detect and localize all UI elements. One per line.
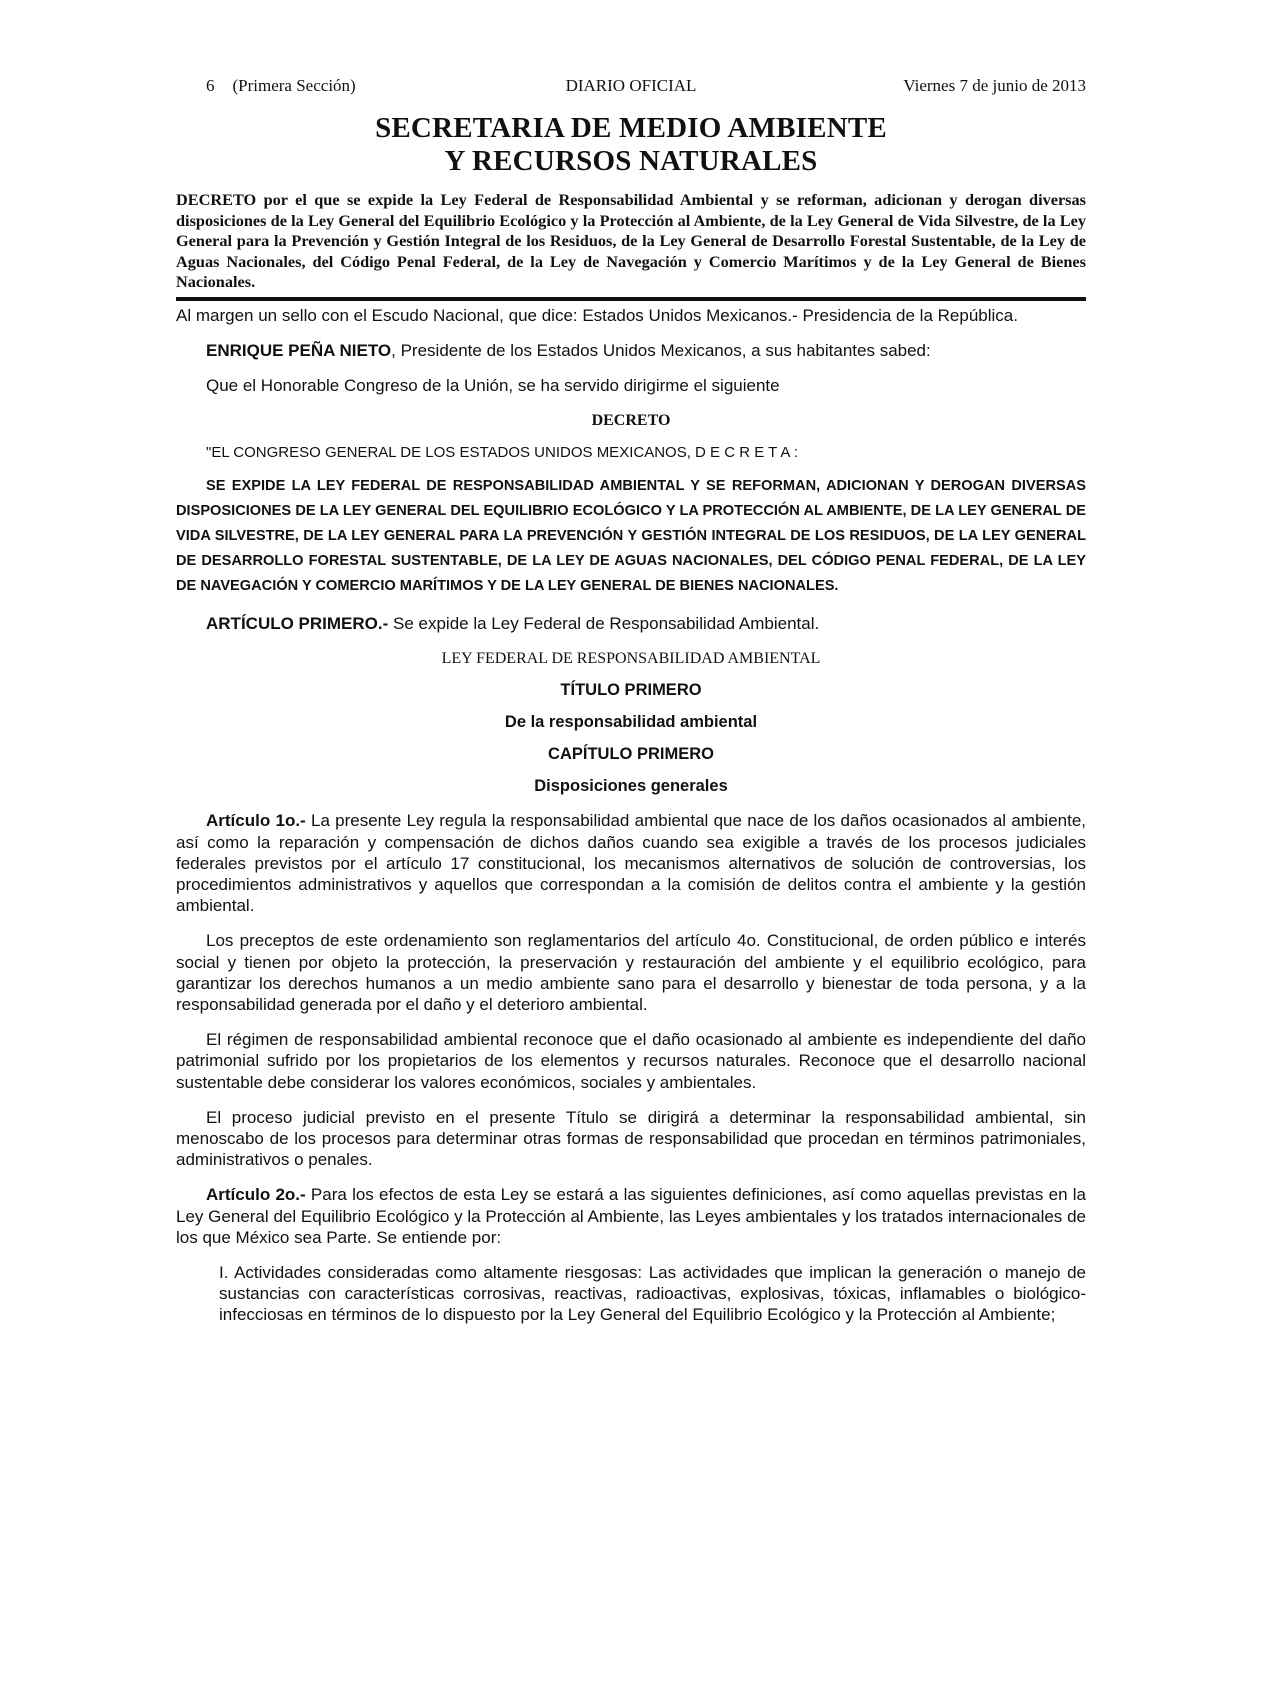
article-2-item-1: I. Actividades consideradas como altamente riesgosas: Las actividades que implican la generación o manejo de sustancias con características corrosivas, reactivas, radioactivas, explosivas, tóxicas, inflamables o biológico-infecciosas en términos de lo dispuesto por la Ley General del Equilibrio Ecológico y la Protección al Ambiente; xyxy=(219,1262,1086,1325)
page-number: 6 xyxy=(206,76,215,95)
articulo-primero-label: ARTÍCULO PRIMERO.- xyxy=(206,614,389,634)
article-2 xyxy=(176,1184,1086,1248)
page-header xyxy=(176,76,1086,102)
congreso-decreta: "EL CONGRESO GENERAL DE LOS ESTADOS UNIDOS MEXICANOS, D E C R E T A : xyxy=(206,444,798,462)
congreso-paragraph: Que el Honorable Congreso de la Unión, se ha servido dirigirme el siguiente xyxy=(206,375,780,395)
article-1-text: La presente Ley regula la responsabilidad ambiental que nace de los daños ocasionados al ambiente, así como la reparación y compensación de dichos daños cuando sea exigible a través de los procesos judiciales federales previstos por el artículo 17 constitucional, los mecanismos alternativos de solución de controversias, los procedimientos administrativos y aquellos que correspondan a la comisión de delitos contra el ambiente y la gestión ambiental. xyxy=(176,811,1087,916)
decree-summary: DECRETO por el que se expide la Ley Federal de Responsabilidad Ambiental y se reforman, adicionan y derogan diversas disposiciones de la Ley General del Equilibrio Ecológico y la Protección al Ambiente, de la Ley General de Vida Silvestre, de la Ley General para la Prevención y Gestión Integral de los Residuos, de la Ley General de Desarrollo Forestal Sustentable, de la Ley de Aguas Nacionales, del Código Penal Federal, de la Ley de Navegación y Comercio Marítimos y de la Ley General de Bienes Nacionales. xyxy=(176,190,1086,301)
document-page xyxy=(176,76,1086,1326)
decreto-heading: DECRETO xyxy=(591,412,671,430)
se-expide-paragraph: SE EXPIDE LA LEY FEDERAL DE RESPONSABILIDAD AMBIENTAL Y SE REFORMAN, ADICIONAN Y DEROGAN DIVERSAS DISPOSICIONES DE LA LEY GENERAL DEL EQUILIBRIO ECOLÓGICO Y LA PROTECCIÓN AL AMBIENTE, DE LA LEY GENERAL DE VIDA SILVESTRE, DE LA LEY GENERAL PARA LA PREVENCIÓN Y GESTIÓN INTEGRAL DE LOS RESIDUOS, DE LA LEY GENERAL DE DESARROLLO FORESTAL SUSTENTABLE, DE LA LEY DE AGUAS NACIONALES, DEL CÓDIGO PENAL FEDERAL, DE LA LEY DE NAVEGACIÓN Y COMERCIO MARÍTIMOS Y DE LA LEY GENERAL DE BIENES NACIONALES. xyxy=(176,478,1086,595)
president-text: , Presidente de los Estados Unidos Mexicanos, a sus habitantes sabed: xyxy=(391,340,931,360)
president-paragraph xyxy=(176,340,1086,361)
sello-paragraph: Al margen un sello con el Escudo Nacional, que dice: Estados Unidos Mexicanos.- Presidencia de la República. xyxy=(176,305,1018,325)
article-1-label: Artículo 1o.- xyxy=(206,811,306,831)
article-1-paragraph-2: Los preceptos de este ordenamiento son reglamentarios del artículo 4o. Constitucional, de orden público e interés social y tienen por objeto la protección, la preservación y restauración del ambiente y el equilibrio ecológico, para garantizar los derechos humanos a un medio ambiente sano para el desarrollo y bienestar de toda persona, y a la responsabilidad generada por el daño y el deterioro ambiental. xyxy=(176,931,1086,1014)
capitulo-heading: CAPÍTULO PRIMERO xyxy=(548,745,714,764)
titulo-name: De la responsabilidad ambiental xyxy=(504,713,758,732)
capitulo-name: Disposiciones generales xyxy=(534,777,728,796)
secretaria-line-2: Y RECURSOS NATURALES xyxy=(444,145,818,177)
section-label: (Primera Sección) xyxy=(232,76,356,95)
publication-name: DIARIO OFICIAL xyxy=(565,76,697,95)
articulo-primero-text: Se expide la Ley Federal de Responsabilidad Ambiental. xyxy=(388,614,820,634)
secretaria-heading xyxy=(176,112,1086,178)
titulo-heading: TÍTULO PRIMERO xyxy=(560,681,702,700)
article-1-paragraph-3: El régimen de responsabilidad ambiental reconoce que el daño ocasionado al ambiente es independiente del daño patrimonial sufrido por los propietarios de los elementos y recursos naturales. Reconoce que el desarrollo nacional sustentable debe considerar los valores económicos, sociales y ambientales. xyxy=(176,1030,1086,1092)
articulo-primero xyxy=(176,613,1086,634)
publication-date: Viernes 7 de junio de 2013 xyxy=(903,76,1086,95)
secretaria-line-1: SECRETARIA DE MEDIO AMBIENTE xyxy=(375,112,887,144)
article-2-text: Para los efectos de esta Ley se estará a las siguientes definiciones, así como aquellas previstas en la Ley General del Equilibrio Ecológico y la Protección al Ambiente, las Leyes ambientales y los tratados internacionales de los que México sea Parte. Se entiende por: xyxy=(176,1185,1086,1247)
article-1 xyxy=(176,810,1086,916)
president-name: ENRIQUE PEÑA NIETO xyxy=(206,340,392,360)
article-2-label: Artículo 2o.- xyxy=(206,1185,306,1205)
law-title: LEY FEDERAL DE RESPONSABILIDAD AMBIENTAL xyxy=(441,650,821,668)
article-1-paragraph-4: El proceso judicial previsto en el presente Título se dirigirá a determinar la responsabilidad ambiental, sin menoscabo de los procesos para determinar otras formas de responsabilidad que procedan en términos patrimoniales, administrativos o penales. xyxy=(176,1107,1086,1170)
